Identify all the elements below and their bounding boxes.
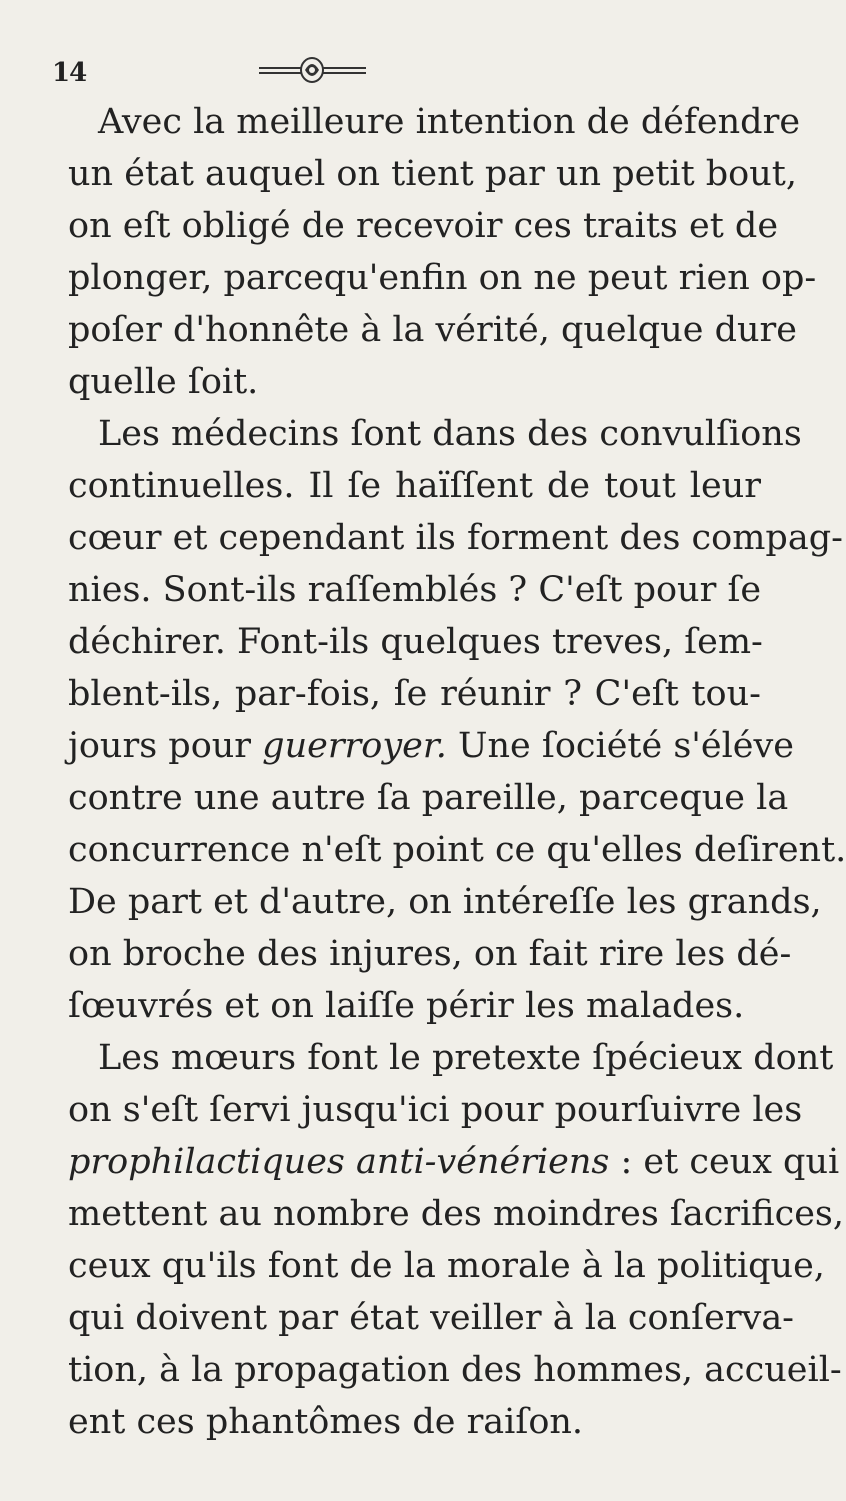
text-line: [68, 200, 779, 252]
text-line: [68, 356, 761, 408]
text-run: De part et d'autre, on intéreſſe les grands,: [68, 882, 822, 922]
italic-text: guerroyer.: [262, 726, 447, 766]
text-run: Les mœurs font le pretexte ſpécieux dont: [98, 1038, 834, 1078]
text-line: [68, 876, 822, 928]
page-number: 14: [52, 58, 87, 88]
text-run: qui doivent par état veiller à la conſerva-: [68, 1298, 795, 1338]
text-run: ent ces phantômes de raiſon.: [68, 1402, 584, 1442]
text-run: : et ceux qui: [609, 1142, 840, 1182]
text-line: [68, 1136, 840, 1188]
text-run: cœur et cependant ils forment des compag-: [68, 518, 843, 558]
ornament-icon: [255, 54, 370, 86]
text-run: tion, à la propagation des hommes, accueil-: [68, 1350, 842, 1390]
text-line: [68, 720, 795, 772]
text-line: [68, 668, 761, 720]
text-run: on eſt obligé de recevoir ces traits et de: [68, 206, 779, 246]
text-run: ceux qu'ils font de la morale à la politique,: [68, 1246, 825, 1286]
text-run: un état auquel on tient par un petit bout,: [68, 154, 797, 194]
text-line: [68, 824, 846, 876]
text-run: blent-ils, par-fois, ſe réunir ? C'eſt tou-: [68, 674, 761, 714]
text-run: plonger, parcequ'enfin on ne peut rien op-: [68, 258, 817, 298]
text-line: [68, 772, 789, 824]
text-run: on s'eſt ſervi jusqu'ici pour pourſuivre les: [68, 1090, 803, 1130]
text-line: [68, 148, 797, 200]
text-line: [68, 1396, 761, 1448]
text-line: [68, 252, 817, 304]
text-line: [68, 460, 761, 512]
text-run: Les médecins ſont dans des convulſions: [98, 414, 802, 454]
text-line: [68, 1188, 845, 1240]
text-line: [68, 1344, 842, 1396]
text-line: [68, 408, 802, 460]
text-run: poſer d'honnête à la vérité, quelque dure: [68, 310, 797, 350]
text-run: concurrence n'eſt point ce qu'elles deſirent.: [68, 830, 846, 870]
text-line: [68, 1240, 825, 1292]
text-run: on broche des injures, on fait rire les dé-: [68, 934, 792, 974]
text-run: continuelles. Il ſe haïſſent de tout leur: [68, 466, 761, 506]
text-line: [68, 1084, 803, 1136]
text-run: déchirer. Font-ils quelques treves, ſem-: [68, 622, 763, 662]
text-line: [68, 1292, 795, 1344]
body-text: [68, 96, 846, 1448]
text-run: ſœuvrés et on laiſſe périr les malades.: [68, 986, 745, 1026]
text-line: [68, 564, 761, 616]
text-line: [68, 1032, 834, 1084]
text-run: nies. Sont-ils raſſemblés ? C'eſt pour ſe: [68, 570, 762, 610]
text-run: mettent au nombre des moindres ſacrifices,: [68, 1194, 845, 1234]
text-run: Une ſociété s'éléve: [446, 726, 795, 766]
italic-text: prophilactiques anti-vénériens: [68, 1142, 610, 1182]
text-line: [68, 512, 843, 564]
text-line: [68, 980, 761, 1032]
text-line: [68, 928, 792, 980]
text-run: Avec la meilleure intention de défendre: [98, 102, 801, 142]
text-line: [68, 616, 761, 668]
text-run: contre une autre ſa pareille, parceque la: [68, 778, 789, 818]
text-run: quelle ſoit.: [68, 362, 259, 402]
text-run: jours pour: [68, 726, 263, 766]
text-line: [68, 304, 797, 356]
text-line: [68, 96, 801, 148]
